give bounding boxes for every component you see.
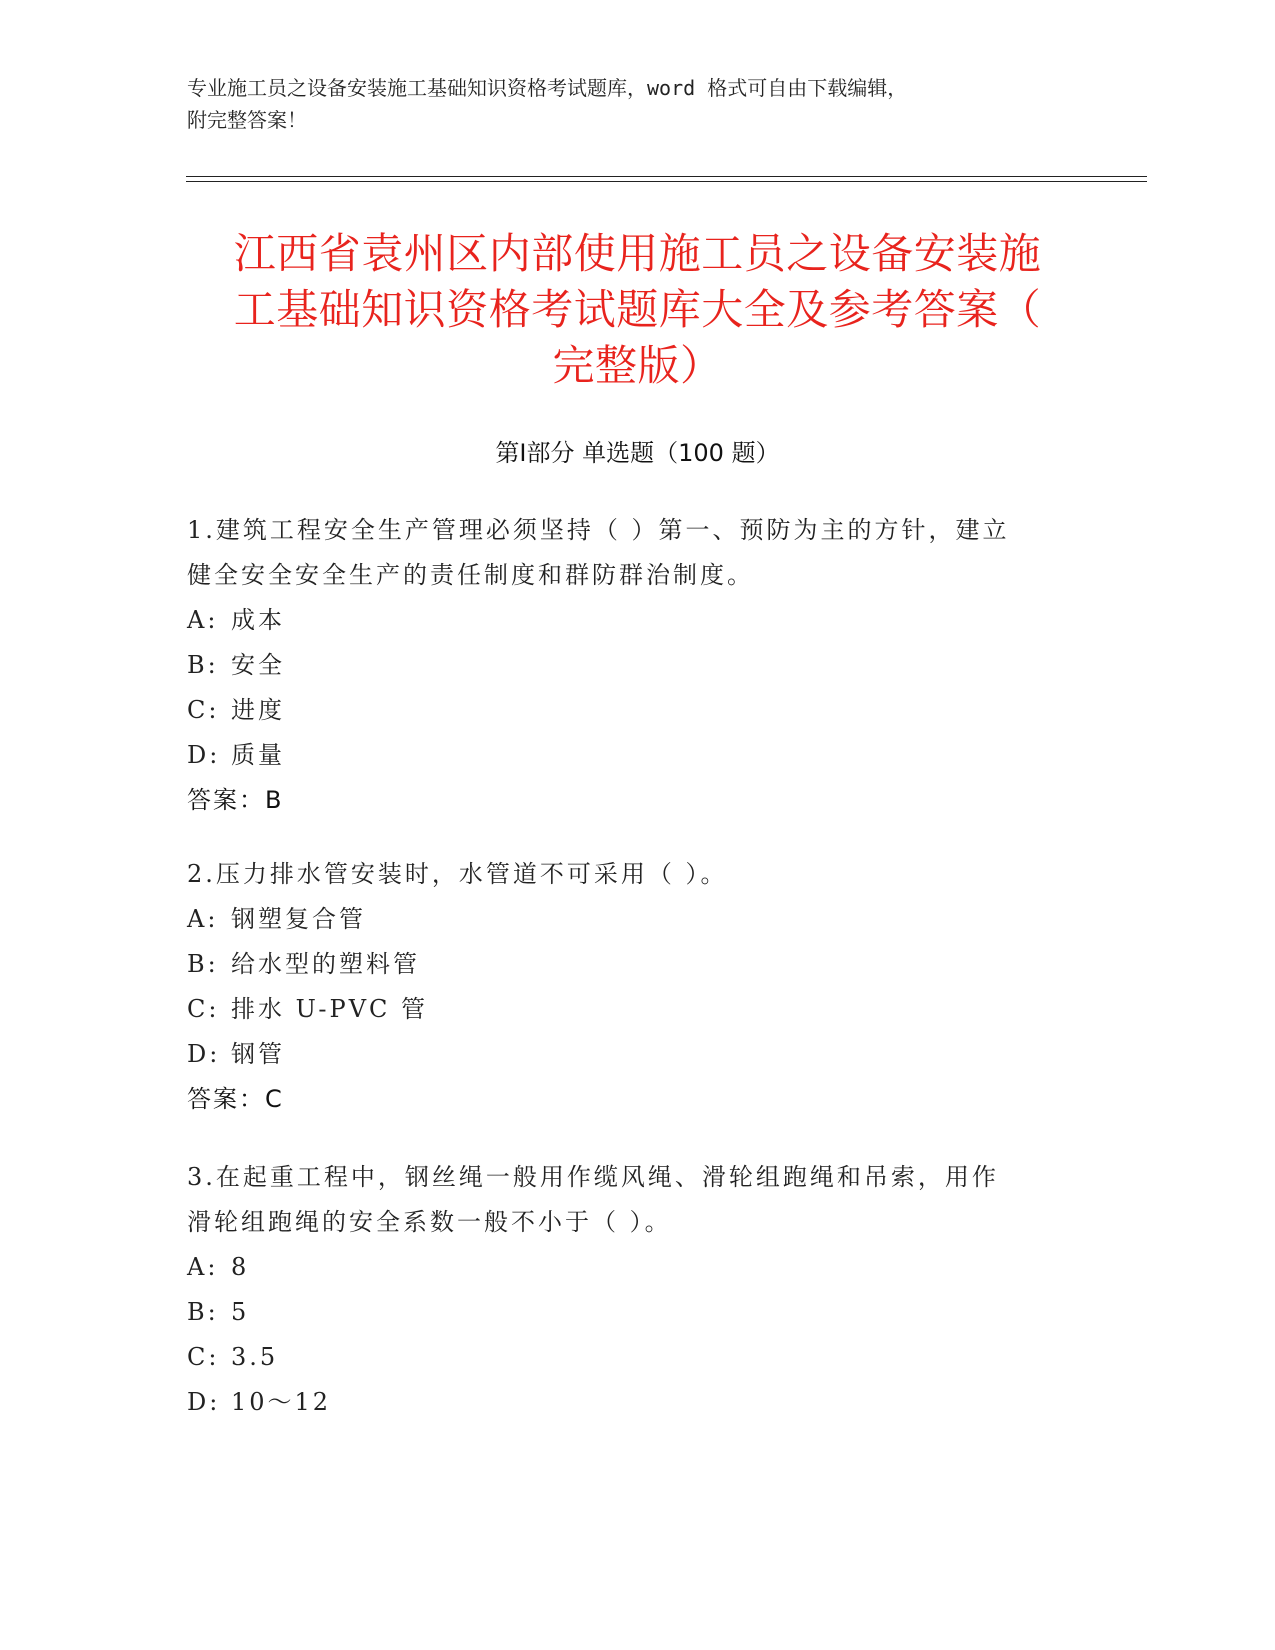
header-divider-bottom [186, 181, 1147, 182]
intro-line-2: 附完整答案！ [187, 108, 307, 132]
answer-value: B [265, 786, 282, 814]
section-heading: 第Ⅰ部分 单选题（100 题） [495, 439, 780, 467]
option-key: D: [187, 741, 221, 769]
option-value: 成本 [231, 606, 285, 634]
question-text-line-1: 2.压力排水管安装时，水管道不可采用（ ）。 [187, 860, 728, 888]
option-a [187, 1245, 1087, 1290]
answer-value: C [265, 1085, 282, 1113]
option-d [187, 1380, 1087, 1425]
option-value: 给水型的塑料管 [231, 950, 420, 978]
option-c [187, 688, 1087, 733]
answer-label: 答案： [187, 1085, 265, 1113]
option-value: 钢管 [231, 1040, 285, 1068]
option-key: B: [187, 950, 219, 978]
option-key: C: [187, 1343, 220, 1371]
title-line-1: 江西省袁州区内部使用施工员之设备安装施 [233, 229, 1042, 278]
option-key: C: [187, 995, 220, 1023]
option-key: A: [187, 905, 219, 933]
option-d [187, 733, 1087, 778]
option-key: A: [187, 1253, 219, 1281]
document-title [170, 226, 1105, 394]
option-value: 质量 [231, 741, 285, 769]
option-key: D: [187, 1388, 221, 1416]
option-key: D: [187, 1040, 221, 1068]
option-value: 钢塑复合管 [231, 905, 366, 933]
answer [187, 1077, 1087, 1122]
header-divider-top [186, 176, 1147, 177]
option-c [187, 1335, 1087, 1380]
option-key: A: [187, 606, 219, 634]
option-value: 5 [231, 1298, 250, 1326]
question-text-line-2: 滑轮组跑绳的安全系数一般不小于（ ）。 [187, 1208, 672, 1236]
option-b [187, 1290, 1087, 1335]
question-text-line-2: 健全安全安全生产的责任制度和群防群治制度。 [187, 561, 754, 589]
option-value: 3.5 [231, 1343, 279, 1371]
option-a [187, 897, 1087, 942]
option-value: 8 [231, 1253, 250, 1281]
option-key: B: [187, 1298, 219, 1326]
option-d [187, 1032, 1087, 1077]
option-value: 安全 [231, 651, 285, 679]
option-b [187, 643, 1087, 688]
option-key: B: [187, 651, 219, 679]
answer [187, 778, 1087, 823]
question-text-line-1: 3.在起重工程中，钢丝绳一般用作缆风绳、滑轮组跑绳和吊索，用作 [187, 1163, 999, 1191]
question-3 [187, 1155, 1087, 1425]
title-line-3: 完整版） [552, 341, 723, 390]
intro-line-1: 专业施工员之设备安装施工基础知识资格考试题库，word 格式可自由下载编辑， [187, 76, 908, 100]
option-value: 排水 U-PVC 管 [231, 995, 429, 1023]
answer-label: 答案： [187, 786, 265, 814]
option-b [187, 942, 1087, 987]
option-key: C: [187, 696, 220, 724]
option-a [187, 598, 1087, 643]
title-line-2: 工基础知识资格考试题库大全及参考答案（ [233, 285, 1042, 334]
option-c [187, 987, 1087, 1032]
option-value: 进度 [231, 696, 285, 724]
question-1 [187, 508, 1087, 823]
question-text-line-1: 1.建筑工程安全生产管理必须坚持（ ）第一、预防为主的方针，建立 [187, 516, 1010, 544]
question-2 [187, 852, 1087, 1122]
option-value: 10～12 [231, 1388, 332, 1416]
intro-text [187, 72, 1087, 136]
